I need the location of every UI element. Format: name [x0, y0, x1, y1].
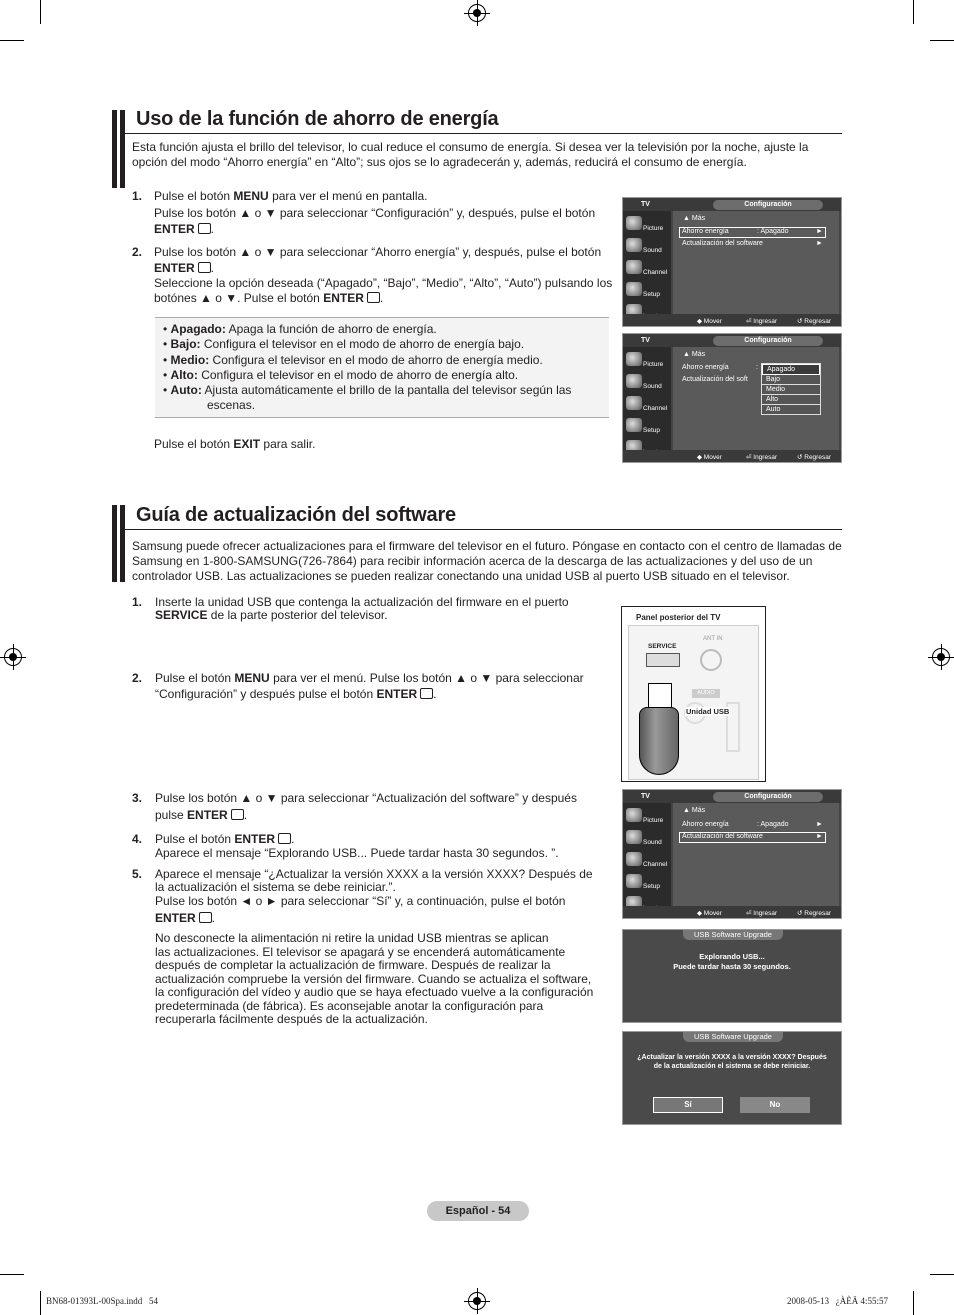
- yes-button[interactable]: Sí: [653, 1097, 723, 1113]
- registration-mark-icon: [932, 648, 950, 666]
- osd-screen: [622, 333, 842, 463]
- osd-footer: [623, 906, 841, 918]
- step-number: 3.: [132, 791, 143, 805]
- s5-line: Aparece el mensaje “¿Actualizar la versión XXXX a la versión XXXX? Después de: [155, 867, 593, 881]
- enter-icon: [199, 912, 212, 923]
- osd-side-label: Picture: [643, 361, 664, 368]
- osd-option: Auto: [766, 406, 781, 413]
- step1-line: Pulse el botón MENU para ver el menú en pantalla.: [154, 189, 428, 203]
- s1-line: SERVICE de la parte posterior del televisor.: [155, 608, 388, 622]
- sound-icon: [626, 374, 642, 388]
- step2-line: Pulse los botón ▲ o ▼ para seleccionar “Ahorro energía” y, después, pulse el botón: [154, 245, 602, 259]
- bullet-item-cont: escenas.: [207, 398, 256, 412]
- osd-sidebar: [623, 803, 671, 906]
- osd-side-label: Picture: [643, 817, 664, 824]
- bullet-item: • Medio: Configura el televisor en el modo de ahorro de energía medio.: [163, 353, 543, 367]
- usb-dialog-header: USB Software Upgrade: [683, 930, 783, 940]
- osd-main: [673, 347, 839, 450]
- step-number: 2.: [132, 671, 143, 685]
- osd-main: [673, 803, 839, 906]
- enter-icon: [198, 223, 211, 234]
- picture-icon: [626, 808, 642, 822]
- osd-item: Actualización del software: [682, 833, 763, 840]
- usb-dialog-line: Puede tardar hasta 30 segundos.: [673, 962, 791, 971]
- osd-footer-move: ◆ Mover: [697, 454, 722, 461]
- s5-line: la actualización el sistema se debe reiniciar.”.: [155, 880, 396, 894]
- osd-footer: [623, 450, 841, 462]
- osd-item-colon: :: [756, 364, 758, 371]
- usb-dialog-line: ¿Actualizar la versión XXXX a la versión XXXX? Después: [637, 1054, 827, 1061]
- step-number: 5.: [132, 867, 143, 881]
- s3-line: Pulse los botón ▲ o ▼ para seleccionar “Actualización del software” y después: [155, 791, 577, 805]
- channel-icon: [626, 260, 642, 274]
- registration-mark-icon: [4, 648, 22, 666]
- osd-arrow-icon: ►: [816, 821, 823, 828]
- heading-rule: [125, 529, 842, 530]
- osd-side-label: Sound: [643, 247, 662, 254]
- footer-file: BN68-01393L-00Spa.indd 54: [46, 1296, 158, 1306]
- sound-icon: [626, 830, 642, 844]
- section1-intro: Esta función ajusta el brillo del televisor, lo cual reduce el consumo de energía. Si desea ver la televisión por la noche, ajuste la opción del modo “Ahorro energía” en “Alto”; sus ojos se lo agradecerán y, además, reducirá el consumo de energía.: [132, 140, 809, 169]
- registration-mark-icon: [468, 4, 486, 22]
- osd-footer-move: ◆ Mover: [697, 910, 722, 917]
- enter-icon: [420, 688, 433, 699]
- no-button[interactable]: No: [740, 1097, 810, 1113]
- usb-drive-icon: [639, 707, 679, 775]
- osd-dropdown: [761, 363, 821, 415]
- osd-footer-move: ◆ Mover: [697, 318, 722, 325]
- osd-arrow-icon: ►: [816, 240, 823, 247]
- osd-screen: [622, 197, 842, 327]
- enter-icon: [231, 809, 244, 820]
- step-number: 4.: [132, 832, 143, 846]
- osd-option: Bajo: [762, 375, 820, 385]
- bullet-item: • Apagado: Apaga la función de ahorro de energía.: [163, 322, 437, 336]
- page-number: Español - 54: [427, 1201, 529, 1221]
- antin-label: ANT IN: [703, 636, 723, 642]
- osd-tv-label: TV: [641, 793, 650, 800]
- osd-option: Apagado: [762, 364, 820, 375]
- picture-icon: [626, 216, 642, 230]
- setup-icon: [626, 282, 642, 296]
- enter-icon: [278, 833, 291, 844]
- heading-bar: [112, 110, 125, 188]
- osd-main: [673, 211, 839, 314]
- osd-footer-enter: ⏎ Ingresar: [746, 318, 778, 325]
- enter-icon: [367, 292, 380, 303]
- osd-footer-return: ↺ Regresar: [797, 910, 831, 917]
- osd-header: Configuración: [713, 200, 823, 210]
- osd-arrow-icon: ►: [816, 228, 823, 235]
- usb-upgrade-dialog: [622, 929, 842, 1023]
- setup-icon: [626, 874, 642, 888]
- usb-upgrade-dialog: [622, 1031, 842, 1125]
- s5-line: Pulse los botón ◄ o ► para seleccionar “Sí” y, a continuación, pulse el botón: [155, 894, 566, 908]
- s2-line: Pulse el botón MENU para ver el menú. Pulse los botón ▲ o ▼ para seleccionar: [155, 671, 584, 685]
- osd-header: Configuración: [713, 336, 823, 346]
- osd-item-value: : Apagado: [757, 228, 789, 235]
- sound-icon: [626, 238, 642, 252]
- channel-icon: [626, 396, 642, 410]
- s4-line: Pulse el botón ENTER .: [155, 832, 295, 846]
- osd-side-label: Channel: [643, 269, 668, 276]
- osd-tv-label: TV: [641, 337, 650, 344]
- section1-title: Uso de la función de ahorro de energía: [136, 108, 499, 130]
- exit-instruction: Pulse el botón EXIT para salir.: [154, 437, 316, 451]
- osd-more: ▲ Más: [683, 215, 706, 222]
- s3-line: pulse ENTER .: [155, 808, 248, 822]
- step1-line: Pulse los botón ▲ o ▼ para seleccionar “Configuración” y, después, pulse el botón: [154, 206, 596, 220]
- picture-icon: [626, 352, 642, 366]
- osd-item: Ahorro energía: [682, 228, 729, 235]
- osd-side-label: Channel: [643, 405, 668, 412]
- usb-drive-label: Unidad USB: [686, 707, 730, 716]
- osd-sidebar: [623, 211, 671, 314]
- audio-label: AUDIO: [692, 689, 720, 698]
- bullet-item: • Bajo: Configura el televisor en el modo de ahorro de energía bajo.: [163, 337, 525, 351]
- osd-option: Alto: [762, 395, 820, 405]
- osd-side-label: Setup: [643, 427, 660, 434]
- bullet-item: • Auto: Ajusta automáticamente el brillo de la pantalla del televisor según las: [163, 383, 572, 397]
- step-number: 2.: [132, 245, 143, 259]
- usb-dialog-line: Explorando USB...: [699, 952, 765, 961]
- step2-line: Seleccione la opción deseada (“Apagado”, “Bajo”, “Medio”, “Alto”, “Auto”) pulsando los: [154, 276, 613, 290]
- tv-back-panel: [621, 606, 766, 782]
- crop-mark: [40, 1291, 41, 1315]
- step-number: 1.: [132, 595, 143, 609]
- crop-mark: [913, 0, 914, 24]
- osd-sidebar: [623, 347, 671, 450]
- osd-footer-return: ↺ Regresar: [797, 454, 831, 461]
- osd-item: Ahorro energía: [682, 821, 729, 828]
- s4-line: Aparece el mensaje “Explorando USB... Puede tardar hasta 30 segundos. ”.: [155, 846, 559, 860]
- heading-rule: [125, 133, 842, 134]
- osd-side-label: Setup: [643, 883, 660, 890]
- service-label: SERVICE: [648, 643, 677, 650]
- osd-more: ▲ Más: [683, 351, 706, 358]
- registration-mark-icon: [468, 1292, 486, 1310]
- crop-mark: [930, 40, 954, 41]
- usb-dialog-header: USB Software Upgrade: [683, 1032, 783, 1042]
- setup-icon: [626, 418, 642, 432]
- osd-footer-return: ↺ Regresar: [797, 318, 831, 325]
- osd-item-value: : Apagado: [757, 821, 789, 828]
- antenna-port: [700, 649, 722, 671]
- channel-icon: [626, 852, 642, 866]
- osd-footer-enter: ⏎ Ingresar: [746, 454, 778, 461]
- osd-tv-label: TV: [641, 201, 650, 208]
- osd-item: Actualización del software: [682, 240, 763, 247]
- crop-mark: [40, 0, 41, 24]
- osd-option: Medio: [762, 385, 820, 395]
- s5-line: ENTER .: [155, 911, 216, 925]
- crop-mark: [0, 1274, 24, 1275]
- service-port: [646, 653, 680, 667]
- osd-side-label: Channel: [643, 861, 668, 868]
- osd-header: Configuración: [713, 792, 823, 802]
- s1-line: Inserte la unidad USB que contenga la actualización del firmware en el puerto: [155, 595, 569, 609]
- crop-mark: [0, 40, 24, 41]
- heading-bar: [112, 505, 125, 582]
- section2-title: Guía de actualización del software: [136, 504, 456, 526]
- step1-enter: ENTER .: [154, 222, 215, 236]
- step2-line: botónes ▲ o ▼. Pulse el botón ENTER .: [154, 291, 384, 305]
- osd-item: Ahorro energía: [682, 364, 729, 371]
- osd-more: ▲ Más: [683, 807, 706, 814]
- panel-title: Panel posterior del TV: [636, 613, 721, 622]
- usb-dialog-line: de la actualización el sistema se debe reiniciar.: [653, 1063, 811, 1070]
- step2-enter: ENTER .: [154, 261, 215, 275]
- step-number: 1.: [132, 189, 143, 203]
- osd-side-label: Picture: [643, 225, 664, 232]
- warning-text: No desconecte la alimentación ni retire la unidad USB mientras se aplican las actualizaciones. El televisor se apagará y se encenderá automáticamente después de completar la actualización de firmware. Después de realizar la actualización compruebe la versión del firmware. Cuando se actualiza el software, la configuración del vídeo y audio que se haya efectuado vuelve a la configuración predeterminada (de fábrica). Es aconsejable anotar la configuración para recuperarla fácilmente después de la actualización.: [155, 931, 594, 1026]
- osd-arrow-icon: ►: [816, 833, 823, 840]
- footer-date: 2008-05-13 ¿ÀÈÄ 4:55:57: [787, 1296, 888, 1306]
- crop-mark: [930, 1274, 954, 1275]
- bullet-item: • Alto: Configura el televisor en el modo de ahorro de energía alto.: [163, 368, 519, 382]
- osd-footer-enter: ⏎ Ingresar: [746, 910, 778, 917]
- osd-side-label: Sound: [643, 383, 662, 390]
- s2-line: “Configuración” y después pulse el botón ENTER .: [155, 687, 437, 701]
- osd-footer: [623, 314, 841, 326]
- osd-screen: [622, 789, 842, 919]
- osd-side-label: Sound: [643, 839, 662, 846]
- osd-side-label: Setup: [643, 291, 660, 298]
- osd-item: Actualización del soft: [682, 376, 748, 383]
- enter-icon: [198, 262, 211, 273]
- crop-mark: [913, 1291, 914, 1315]
- section2-intro: Samsung puede ofrecer actualizaciones para el firmware del televisor en el futuro. Póngase en contacto con el centro de llamadas de Samsung en 1-800-SAMSUNG(726-7864) para recibir información acerca de la descarga de las actualizaciones y del uso de un controlador USB. Las actualizaciones se pueden realizar conectando una unidad USB al puerto USB situado en el televisor.: [132, 539, 842, 583]
